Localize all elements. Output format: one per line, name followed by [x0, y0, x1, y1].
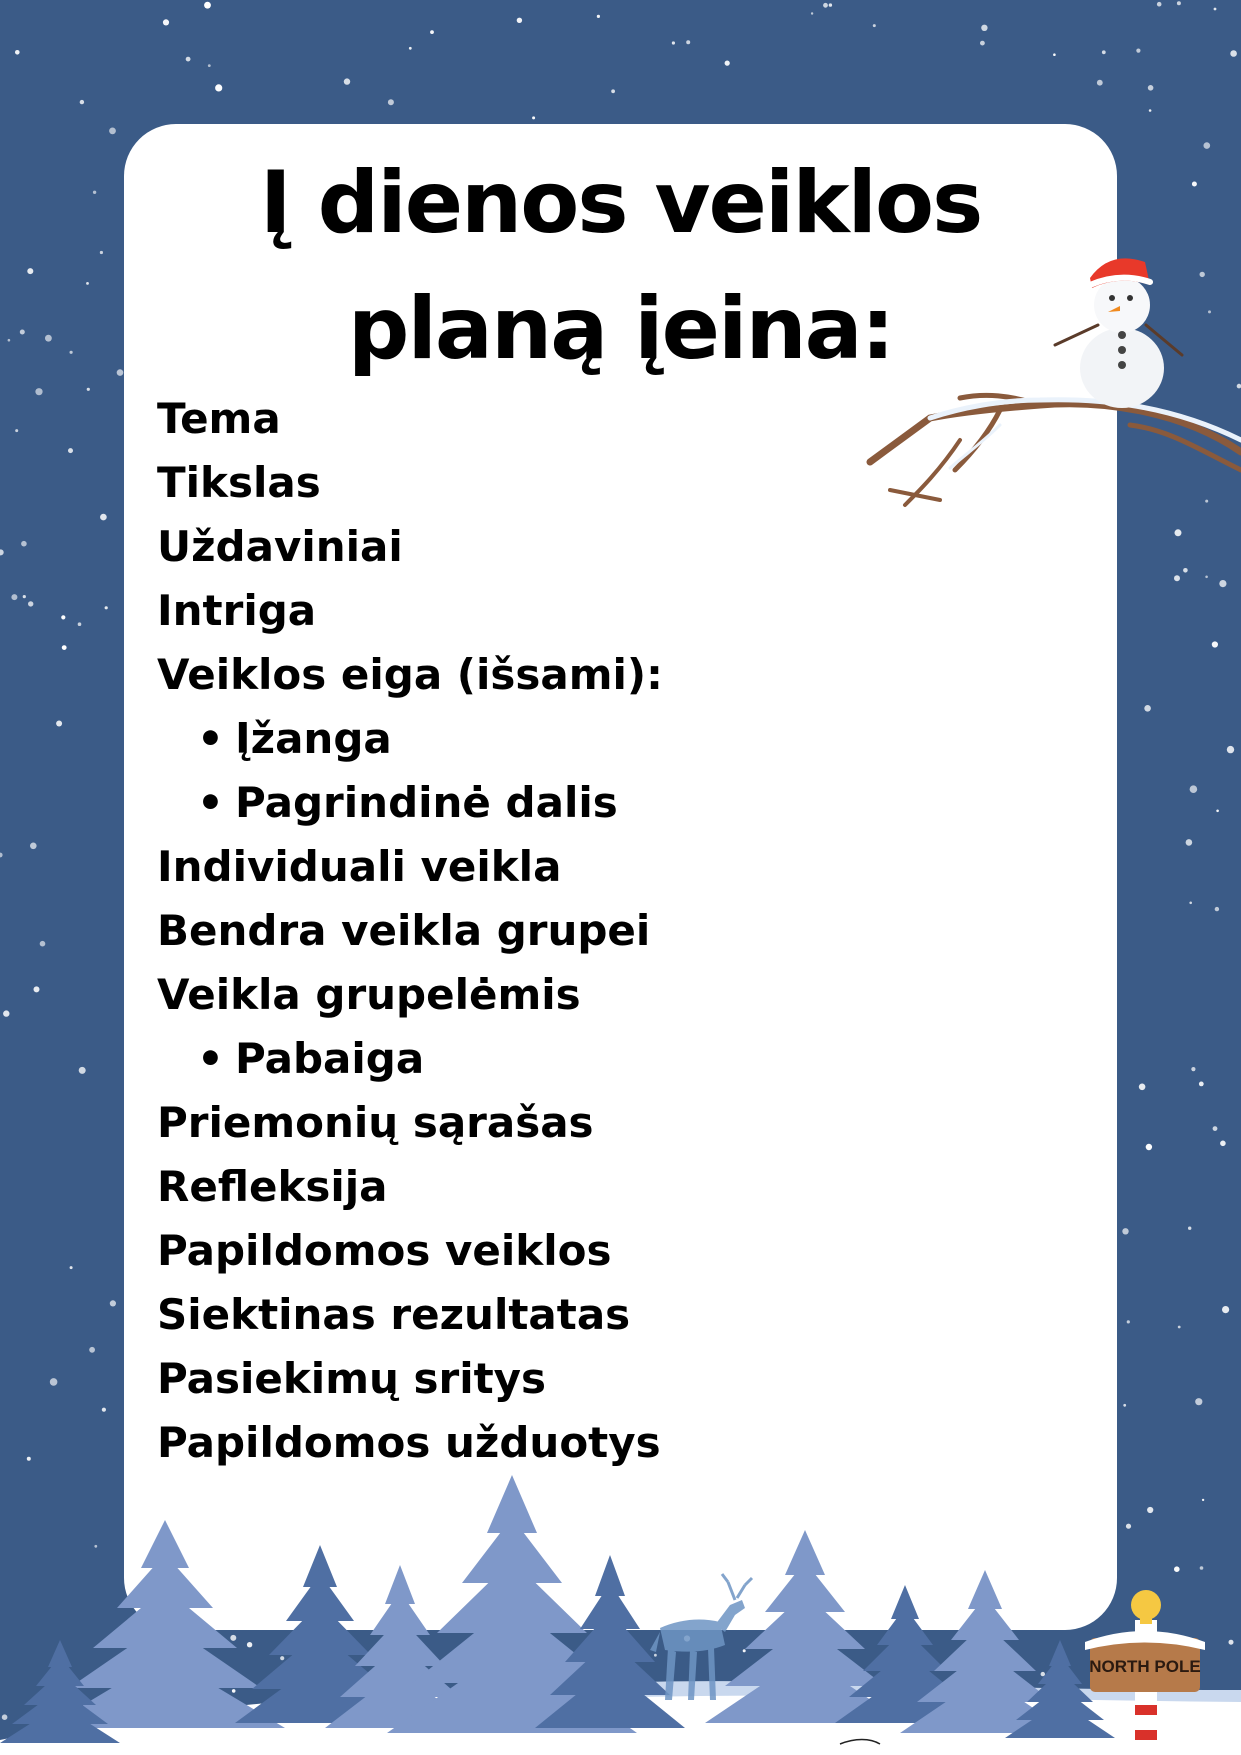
list-item-label: Siektinas rezultatas [157, 1290, 631, 1339]
list-item-label: Pasiekimų sritys [157, 1354, 547, 1403]
list-item-label: Pagrindinė dalis [235, 778, 618, 827]
list-item-label: Uždaviniai [157, 522, 403, 571]
list-item-label: Papildomos veiklos [157, 1226, 612, 1275]
list-item-label: Intriga [157, 586, 317, 635]
bullet-icon: • [197, 714, 224, 763]
list-item-label: Priemonių sąrašas [157, 1098, 594, 1147]
list-item-label: Įžanga [235, 714, 392, 763]
list-item-label: Veiklos eiga (išsami): [157, 650, 663, 699]
bullet-icon: • [197, 1034, 224, 1083]
title-line-1: Į dienos veiklos [259, 153, 982, 253]
list-item-label: Refleksija [157, 1162, 388, 1211]
list-item-label: Tikslas [157, 458, 321, 507]
branch-icon [870, 395, 1241, 505]
list-item-label: Bendra veikla grupei [157, 906, 651, 955]
snowman-icon [1055, 258, 1182, 408]
bullet-icon: • [197, 778, 224, 827]
title-line-2: planą įeina: [347, 279, 894, 379]
list-item-label: Pabaiga [235, 1034, 425, 1083]
list-item-label: Tema [157, 394, 281, 443]
north-pole-sign-label: NORTH POLE [1089, 1657, 1201, 1676]
pine-forest [0, 1475, 1115, 1743]
list-item-label: Papildomos užduotys [157, 1418, 661, 1467]
list-item-label: Veikla grupelėmis [157, 970, 581, 1019]
list-item-label: Individuali veikla [157, 842, 562, 891]
